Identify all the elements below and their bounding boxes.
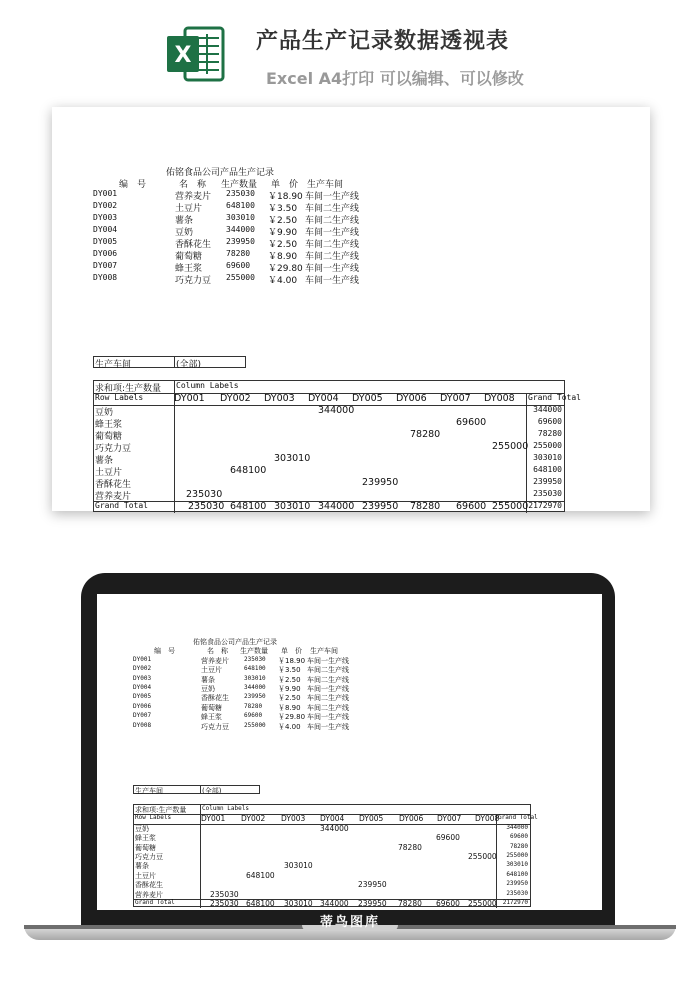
pivot-filter: [133, 785, 260, 794]
record-id: DY001: [93, 189, 118, 198]
record-col-header: 编 号: [154, 647, 175, 656]
pivot-table: [93, 380, 581, 512]
filter-label: 生产车间: [135, 787, 163, 795]
pivot-col-header: DY003: [264, 393, 295, 404]
pivot-col-total: 239950: [362, 501, 399, 512]
pivot-cell: 648100: [246, 870, 275, 880]
pivot-col-total: 235030: [188, 501, 225, 512]
pivot-row-label: 蜂王浆: [95, 420, 123, 430]
record-price: ￥4.00: [278, 722, 301, 731]
pivot-col-total: 239950: [358, 899, 387, 908]
record-name: 香酥花生: [201, 694, 229, 703]
record-id: DY008: [133, 721, 152, 729]
record-qty: 344000: [244, 684, 266, 691]
pivot-cell: 255000: [492, 441, 529, 452]
record-qty: 78280: [244, 702, 263, 710]
pivot-cell: 239950: [358, 880, 387, 890]
pivot-row-total: 78280: [537, 429, 562, 438]
record-price: ￥18.90: [278, 656, 306, 665]
record-qty: 255000: [226, 273, 255, 282]
pivot-col-header: DY004: [320, 814, 345, 824]
record-name: 营养麦片: [175, 192, 212, 202]
pivot-col-header: DY005: [359, 814, 384, 824]
pivot-grand-total: 2172970: [502, 899, 528, 906]
pivot-row-label: 薯条: [95, 456, 114, 466]
pivot-row-total: 255000: [533, 441, 562, 450]
pivot-row-total: 344000: [506, 823, 528, 831]
pivot-col-total: 69600: [456, 501, 487, 512]
pivot-col-header: DY004: [308, 393, 339, 404]
record-name: 营养麦片: [201, 656, 229, 665]
record-col-header: 单 价: [281, 647, 302, 656]
record-price: ￥2.50: [268, 216, 298, 226]
pivot-row-labels: Row Labels: [95, 393, 144, 402]
pivot-column-labels: Column Labels: [202, 805, 249, 812]
filter-value: (全部): [176, 360, 202, 370]
record-price: ￥3.50: [278, 666, 301, 675]
record-name: 豆奶: [201, 685, 215, 693]
record-qty: 235030: [226, 189, 255, 198]
record-price: ￥4.00: [268, 276, 298, 286]
record-col-header: 名 称: [207, 647, 228, 656]
record-workshop: 车间二生产线: [307, 666, 349, 675]
pivot-row-label: 巧克力豆: [135, 853, 163, 861]
record-qty: 69600: [226, 261, 251, 270]
pivot-col-header: DY001: [174, 393, 205, 404]
record-price: ￥18.90: [268, 192, 303, 202]
record-workshop: 车间二生产线: [305, 240, 360, 250]
record-name: 土豆片: [175, 204, 203, 214]
record-price: ￥2.50: [268, 240, 298, 250]
record-qty: 78280: [226, 249, 251, 258]
pivot-grand-total-header: Grand Total: [528, 393, 581, 402]
pivot-col-header: DY002: [220, 393, 251, 404]
pivot-cell: 255000: [468, 852, 497, 861]
pivot-col-header: DY005: [352, 393, 383, 404]
record-price: ￥29.80: [278, 713, 306, 722]
pivot-col-header: DY001: [201, 814, 226, 824]
pivot-col-total: 648100: [230, 501, 267, 512]
pivot-col-total: 303010: [274, 501, 311, 512]
pivot-cell: 303010: [284, 861, 313, 871]
record-workshop: 车间二生产线: [307, 675, 349, 684]
record-workshop: 车间一生产线: [305, 228, 360, 238]
page-subtitle: Excel A4打印 可以编辑、可以修改: [266, 69, 524, 88]
record-workshop: 车间一生产线: [307, 656, 349, 665]
pivot-row-total: 69600: [509, 833, 528, 841]
filter-divider: [174, 357, 175, 367]
pivot-rule: [496, 814, 497, 908]
pivot-cell: 303010: [274, 453, 311, 464]
pivot-corner: 求和项:生产数量: [135, 806, 187, 814]
record-id: DY002: [133, 665, 152, 673]
pivot-rule: [526, 393, 527, 513]
pivot-row-total: 239950: [533, 477, 562, 486]
record-workshop: 车间二生产线: [305, 252, 360, 262]
record-qty: 239950: [244, 693, 266, 701]
record-name: 薯条: [201, 675, 215, 684]
record-qty: 303010: [244, 674, 266, 682]
record-title: 佑铭食品公司产品生产记录: [166, 168, 275, 178]
filter-divider: [200, 786, 201, 793]
record-qty: 235030: [244, 655, 266, 663]
pivot-row-total: 648100: [533, 465, 562, 474]
record-price: ￥2.50: [278, 694, 301, 703]
record-id: DY003: [93, 213, 118, 222]
record-name: 香酥花生: [175, 240, 212, 250]
pivot-row-label: 葡萄糖: [95, 432, 123, 442]
record-id: DY003: [133, 674, 152, 682]
record-qty: 239950: [226, 237, 255, 246]
record-id: DY002: [93, 201, 118, 210]
record-col-header: 生产车间: [310, 647, 338, 656]
pivot-cell: 78280: [398, 842, 422, 852]
pivot-row-total: 235030: [506, 889, 528, 897]
pivot-row-total: 78280: [509, 842, 528, 850]
pivot-row-label: 营养麦片: [95, 492, 132, 502]
pivot-row-label: 豆奶: [135, 824, 149, 833]
pivot-cell: 648100: [230, 465, 267, 476]
pivot-grand-total-label: Grand Total: [95, 501, 148, 510]
pivot-col-total: 78280: [410, 501, 441, 512]
pivot-row-label: 土豆片: [135, 871, 156, 880]
pivot-filter: [93, 356, 246, 368]
pivot-row-total: 648100: [506, 870, 528, 878]
record-workshop: 车间二生产线: [307, 703, 349, 712]
record-price: ￥29.80: [268, 264, 303, 274]
record-qty: 255000: [244, 721, 266, 729]
record-col-header: 生产车间: [307, 180, 344, 190]
record-id: DY006: [93, 249, 118, 258]
record-name: 薯条: [175, 216, 194, 226]
pivot-row-label: 葡萄糖: [135, 843, 156, 852]
pivot-row-total: 255000: [506, 852, 528, 859]
pivot-row-label: 香酥花生: [135, 881, 163, 890]
pivot-row-label: 薯条: [135, 862, 149, 871]
record-name: 蜂王浆: [201, 713, 222, 722]
record-name: 蜂王浆: [175, 264, 203, 274]
pivot-cell: 78280: [410, 429, 441, 440]
pivot-col-header: DY003: [281, 814, 306, 824]
pivot-corner: 求和项:生产数量: [95, 384, 162, 394]
laptop-brand: 蒂鸟图库: [319, 915, 380, 930]
record-id: DY005: [93, 237, 118, 246]
page-header: [0, 0, 700, 100]
record-name: 葡萄糖: [201, 703, 222, 712]
pivot-col-total: 344000: [318, 501, 355, 512]
record-id: DY004: [133, 684, 152, 691]
record-workshop: 车间一生产线: [305, 192, 360, 202]
record-workshop: 车间一生产线: [307, 713, 349, 722]
record-id: DY006: [133, 702, 152, 710]
pivot-col-total: 344000: [320, 899, 349, 908]
pivot-row-total: 239950: [506, 880, 528, 888]
pivot-row-total: 69600: [537, 417, 562, 426]
filter-value: (全部): [202, 787, 222, 795]
record-id: DY007: [93, 261, 118, 270]
page-title: 产品生产记录数据透视表: [256, 29, 510, 54]
pivot-col-header: DY002: [241, 814, 266, 824]
record-title: 佑铭食品公司产品生产记录: [193, 638, 277, 646]
record-name: 巧克力豆: [201, 722, 229, 731]
pivot-grand-total-header: Grand Total: [498, 814, 538, 822]
pivot-row-label: 土豆片: [95, 468, 123, 478]
pivot-cell: 239950: [362, 477, 399, 488]
record-qty: 69600: [244, 712, 263, 720]
pivot-col-total: 303010: [284, 899, 313, 908]
pivot-col-total: 255000: [468, 899, 497, 908]
record-workshop: 车间二生产线: [305, 216, 360, 226]
record-workshop: 车间一生产线: [307, 685, 349, 693]
pivot-col-total: 255000: [492, 501, 529, 512]
pivot-row-label: 营养麦片: [135, 890, 163, 899]
record-name: 巧克力豆: [175, 276, 212, 286]
pivot-cell: 69600: [436, 833, 460, 843]
record-qty: 303010: [226, 213, 255, 222]
pivot-row-total: 303010: [506, 861, 528, 869]
pivot-col-header: DY006: [399, 814, 424, 824]
record-id: DY008: [93, 273, 118, 282]
record-qty: 344000: [226, 225, 255, 234]
excel-icon: [163, 22, 227, 86]
record-name: 豆奶: [175, 228, 194, 238]
pivot-row-total: 303010: [533, 453, 562, 462]
pivot-row-label: 香酥花生: [95, 480, 132, 490]
pivot-col-total: 69600: [436, 899, 460, 908]
record-col-header: 生产数量: [221, 180, 258, 190]
record-col-header: 编 号: [119, 180, 147, 190]
record-col-header: 单 价: [271, 180, 299, 190]
record-name: 土豆片: [201, 666, 222, 675]
record-price: ￥8.90: [278, 703, 301, 712]
record-price: ￥3.50: [268, 204, 298, 214]
pivot-column-labels: Column Labels: [176, 381, 239, 390]
pivot-col-header: DY008: [475, 814, 500, 824]
record-price: ￥2.50: [278, 675, 301, 684]
pivot-row-labels: Row Labels: [135, 814, 172, 822]
record-workshop: 车间二生产线: [307, 694, 349, 703]
pivot-row-label: 豆奶: [95, 408, 114, 418]
record-workshop: 车间一生产线: [305, 264, 360, 274]
pivot-cell: 344000: [318, 405, 355, 416]
laptop-screen: [97, 594, 602, 910]
pivot-cell: 235030: [210, 889, 239, 899]
filter-label: 生产车间: [95, 360, 132, 370]
pivot-row-label: 巧克力豆: [95, 444, 132, 454]
pivot-col-header: DY007: [440, 393, 471, 404]
record-col-header: 生产数量: [240, 647, 268, 656]
pivot-col-header: DY006: [396, 393, 427, 404]
pivot-col-header: DY007: [437, 814, 462, 824]
record-name: 葡萄糖: [175, 252, 203, 262]
pivot-row-total: 344000: [533, 405, 562, 414]
record-id: DY001: [133, 655, 152, 663]
record-workshop: 车间一生产线: [307, 722, 349, 731]
record-qty: 648100: [226, 201, 255, 210]
record-price: ￥9.90: [268, 228, 298, 238]
svg-text:X: X: [174, 43, 192, 68]
pivot-cell: 235030: [186, 489, 223, 500]
record-price: ￥8.90: [268, 252, 298, 262]
pivot-col-header: DY008: [484, 393, 515, 404]
pivot-row-label: 蜂王浆: [135, 834, 156, 843]
pivot-grand-total: 2172970: [528, 501, 562, 510]
record-id: DY007: [133, 712, 152, 720]
record-price: ￥9.90: [278, 685, 301, 693]
pivot-col-total: 648100: [246, 899, 275, 908]
pivot-grand-total-label: Grand Total: [135, 899, 175, 906]
pivot-table: [133, 804, 538, 908]
pivot-cell: 344000: [320, 823, 349, 833]
sheet-preview-card: [52, 107, 650, 511]
pivot-col-total: 78280: [398, 899, 422, 908]
record-id: DY005: [133, 693, 152, 701]
record-id: DY004: [93, 225, 118, 234]
record-col-header: 名 称: [179, 180, 207, 190]
record-qty: 648100: [244, 665, 266, 673]
record-workshop: 车间一生产线: [305, 276, 360, 286]
pivot-row-total: 235030: [533, 489, 562, 498]
pivot-cell: 69600: [456, 417, 487, 428]
record-workshop: 车间二生产线: [305, 204, 360, 214]
pivot-col-total: 235030: [210, 899, 239, 908]
